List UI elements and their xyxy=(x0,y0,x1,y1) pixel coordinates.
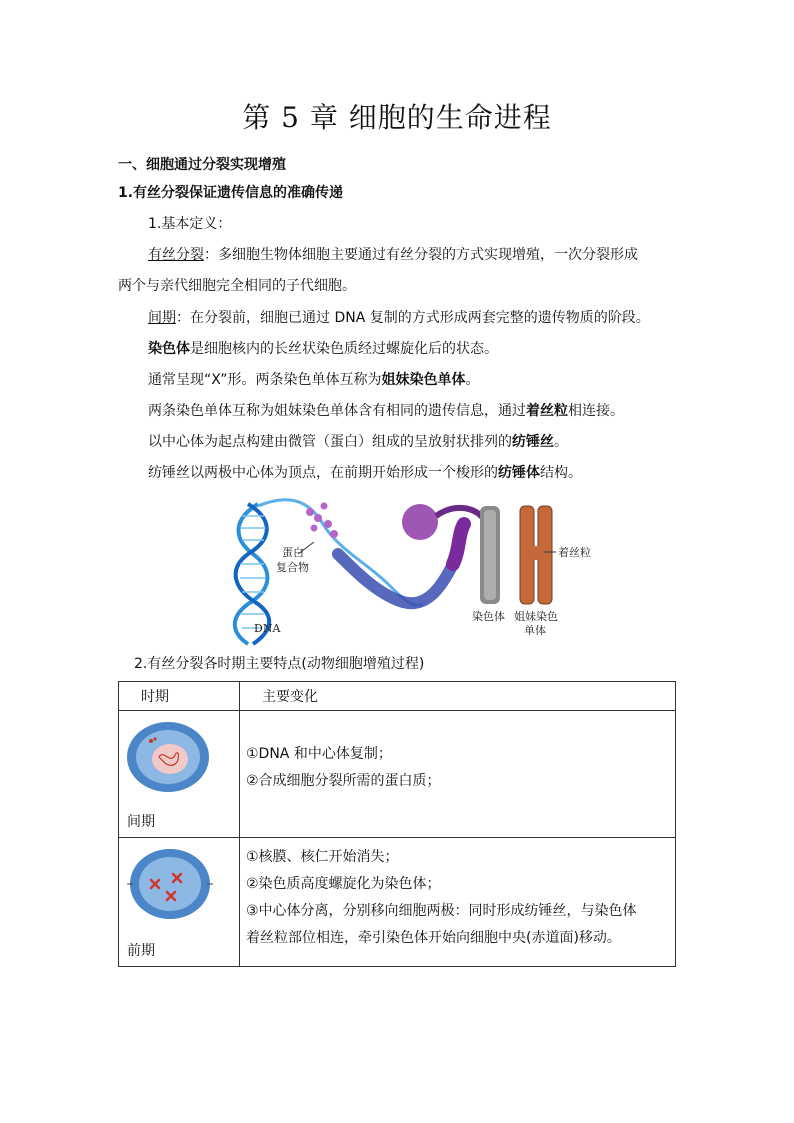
mitosis-definition: 有丝分裂：多细胞生物体细胞主要通过有丝分裂的方式实现增殖，一次分裂形成 xyxy=(148,247,638,263)
definitions-heading: 1.基本定义： xyxy=(148,216,232,232)
dna-label: DNA xyxy=(254,622,281,635)
interphase-term: 间期 xyxy=(148,310,176,326)
change-item: 着丝粒部位相连，牵引染色体开始向细胞中央(赤道面)移动。 xyxy=(246,930,621,946)
prophase-cell-image xyxy=(125,846,215,926)
phase-label: 间期 xyxy=(127,814,155,830)
chromosome-definition: 染色体是细胞核内的长丝状染色质经过螺旋化后的状态。 xyxy=(148,341,498,357)
col-header-changes: 主要变化 xyxy=(262,689,318,705)
spindle-term: 纺锤体 xyxy=(498,465,540,481)
interphase-cell-image xyxy=(125,719,211,795)
change-item: ①DNA 和中心体复制； xyxy=(246,746,392,762)
condensed-fiber xyxy=(453,524,464,564)
page-title: 第 5 章 细胞的生命进程 xyxy=(242,101,552,134)
x-shape-text: 通常呈现“X”形。两条染色单体互称为姐妹染色单体。 xyxy=(148,372,480,388)
col-header-phase: 时期 xyxy=(141,689,169,705)
sister-label-1: 姐妹染色 xyxy=(514,610,558,623)
table-header-row xyxy=(119,682,676,711)
sister-label-2: 单体 xyxy=(524,624,546,637)
change-item: ③中心体分离，分别移向细胞两极：同时形成纺锤丝，与染色体 xyxy=(246,903,637,919)
change-item: ②染色质高度螺旋化为染色体； xyxy=(246,876,441,892)
spindle-text: 纺锤丝以两极中心体为顶点，在前期开始形成一个梭形的纺锤体结构。 xyxy=(148,465,582,481)
subsection-heading: 1.有丝分裂保证遗传信息的准确传递 xyxy=(118,185,344,201)
mitosis-term: 有丝分裂 xyxy=(148,247,204,263)
phase-label: 前期 xyxy=(127,943,155,959)
table-row xyxy=(119,838,676,967)
change-item: ①核膜、核仁开始消失； xyxy=(246,849,399,865)
section-heading: 一、细胞通过分裂实现增殖 xyxy=(118,157,286,173)
table-row xyxy=(119,711,676,838)
table-heading: 2.有丝分裂各时期主要特点(动物细胞增殖过程) xyxy=(134,656,425,672)
dna-chromosome-figure xyxy=(228,494,598,646)
phase-changes xyxy=(246,844,637,952)
complex-label: 复合物 xyxy=(276,561,309,574)
centromere-label: 着丝粒 xyxy=(558,546,591,559)
phase-table xyxy=(118,681,676,967)
protein-label: 蛋白 xyxy=(282,546,304,559)
phase-changes xyxy=(246,741,441,795)
chromosome-term: 染色体 xyxy=(148,341,190,357)
fiber-to-chromosome xyxy=(436,508,483,518)
supercoil-loop xyxy=(402,504,438,540)
sister-chromatid-text: 两条染色单体互称为姐妹染色单体含有相同的遗传信息，通过着丝粒相连接。 xyxy=(148,403,624,419)
centromere xyxy=(530,546,542,560)
coiled-fiber xyxy=(338,554,453,603)
mitosis-definition-cont: 两个与亲代细胞完全相同的子代细胞。 xyxy=(118,278,356,294)
spindle-fiber-text: 以中心体为起点构建由微管（蛋白）组成的呈放射状排列的纺锤丝。 xyxy=(148,434,568,450)
sister-chromatid-term: 姐妹染色单体 xyxy=(381,372,466,388)
change-item: ②合成细胞分裂所需的蛋白质； xyxy=(246,773,441,789)
centromere-term: 着丝粒 xyxy=(526,403,568,419)
interphase-definition: 间期：在分裂前，细胞已通过 DNA 复制的方式形成两套完整的遗传物质的阶段。 xyxy=(148,310,650,326)
dna-base-pairs xyxy=(240,516,266,628)
spindle-fiber-term: 纺锤丝 xyxy=(512,434,554,450)
chromosome-label: 染色体 xyxy=(472,610,505,623)
